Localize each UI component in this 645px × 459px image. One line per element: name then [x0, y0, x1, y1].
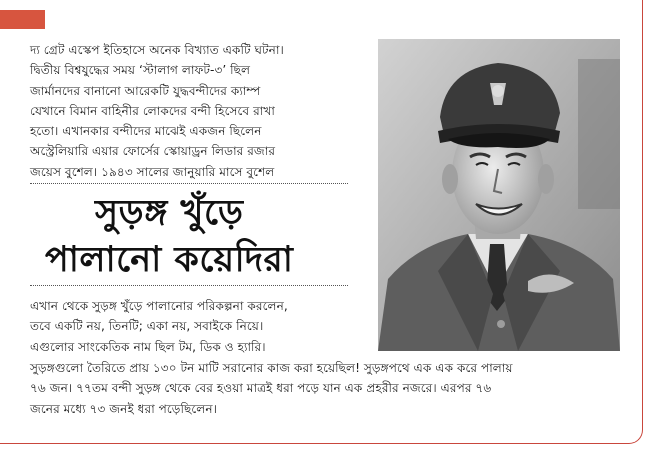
intro-line: যেখানে বিমান বাহিনীর লোকদের বন্দী হিসেবে রাখা — [30, 103, 275, 118]
body-line: এখান থেকে সুড়ঙ্গ খুঁড়ে পালানোর পরিকল্পনা করলেন, — [30, 299, 288, 313]
headline-line-1: সুড়ঙ্গ খুঁড়ে — [95, 193, 244, 233]
intro-line: অস্ট্রেলিয়ারি এয়ার ফোর্সের স্কোয়াড্রন লিডার রজার — [30, 144, 276, 159]
closing-line: ৭৬ জন। ৭৭তম বন্দী সুড়ঙ্গ থেকে বের হওয়া মাত্রই ধরা পড়ে যান এক প্রহরীর নজরে। এরপর ৭৬ — [30, 381, 492, 396]
intro-line: দ্য গ্রেট এস্কেপ ইতিহাসে অনেক বিখ্যাত একটি ঘটনা। — [30, 43, 284, 57]
headline-line-2: পালানো কয়েদিরা — [45, 240, 294, 280]
body-paragraph — [30, 296, 288, 357]
closing-paragraph — [30, 358, 513, 419]
portrait-photo — [378, 39, 620, 351]
intro-line: জার্মানদের বানানো আরেকটি যুদ্ধবন্দীদের ক্যাম্প — [30, 83, 261, 98]
dotted-divider-bottom — [30, 285, 348, 286]
intro-line: দ্বিতীয় বিশ্বযুদ্ধের সময় ‘স্টালাগ লাফট-৩’ ছিল — [30, 63, 251, 78]
section-tab — [0, 10, 45, 29]
body-line: এগুলোর সাংকেতিক নাম ছিল টম, ডিক ও হ্যারি। — [30, 339, 266, 354]
closing-line: জনের মধ্যে ৭৩ জনই ধরা পড়েছিলেন। — [30, 401, 217, 416]
body-line: তবে একটি নয়, তিনটি; একা নয়, সবাইকে নিয়ে। — [30, 319, 264, 334]
dotted-divider-top — [30, 183, 348, 184]
intro-line: হতো। এখানকার বন্দীদের মাঝেই একজন ছিলেন — [30, 124, 262, 139]
intro-line: জয়েস বুশেল। ১৯৪৩ সালের জানুয়ারি মাসে বুশেল — [30, 164, 275, 179]
portrait-illustration — [378, 39, 620, 351]
intro-paragraph — [30, 40, 284, 182]
closing-line: সুড়ঙ্গগুলো তৈরিতে প্রায় ১৩০ টন মাটি সরানোর কাজ করা হয়েছিল! সুড়ঙ্গপথে এক এক করে পালায় — [30, 361, 513, 375]
